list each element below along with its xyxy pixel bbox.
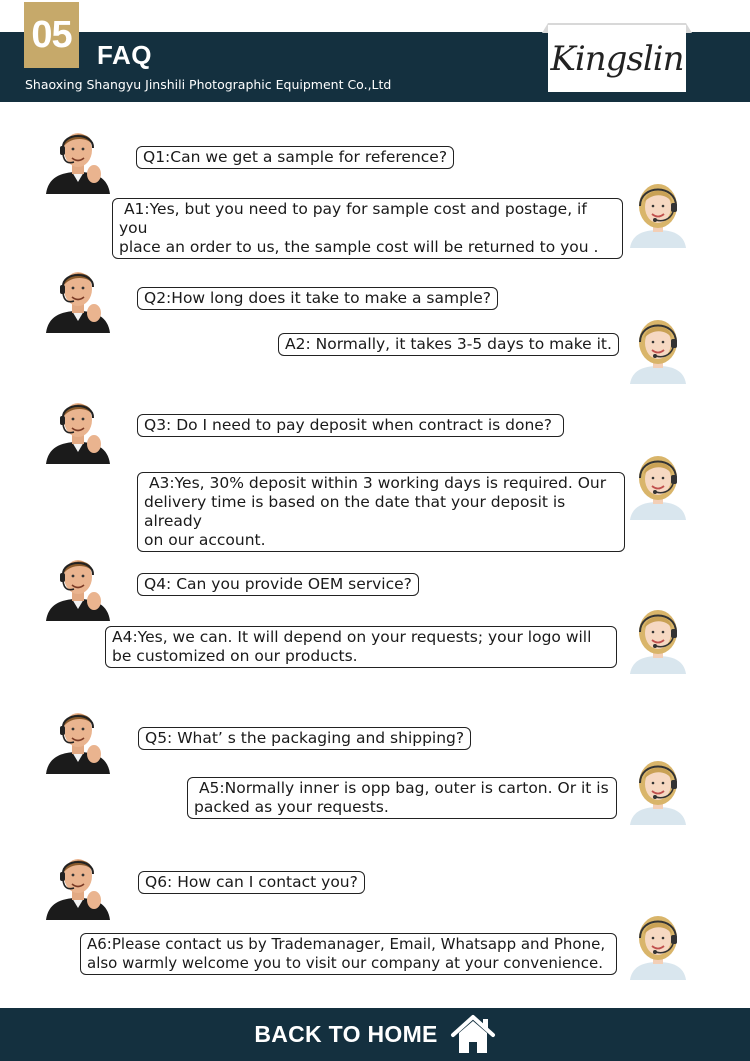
faq-answer-2: A2: Normally, it takes 3-5 days to make it. <box>278 333 619 356</box>
brand-logo[interactable] <box>548 25 686 92</box>
customer-avatar <box>42 122 114 194</box>
customer-avatar <box>42 848 114 920</box>
support-agent-avatar <box>622 602 694 674</box>
faq-question-1: Q1:Can we get a sample for reference? <box>136 146 454 169</box>
customer-avatar <box>42 549 114 621</box>
support-agent-avatar <box>622 312 694 384</box>
back-to-home-label: BACK TO HOME <box>254 1021 438 1047</box>
faq-question-3: Q3: Do I need to pay deposit when contract is done? <box>137 414 564 437</box>
faq-answer-5: A5:Normally inner is opp bag, outer is carton. Or it is packed as your requests. <box>187 777 617 819</box>
customer-avatar <box>42 392 114 464</box>
customer-avatar <box>42 261 114 333</box>
back-to-home-button[interactable] <box>254 1014 495 1056</box>
company-name: Shaoxing Shangyu Jinshili Photographic Equipment Co.,Ltd <box>25 77 392 92</box>
customer-avatar <box>42 702 114 774</box>
home-icon <box>450 1014 496 1056</box>
support-agent-avatar <box>622 908 694 980</box>
support-agent-avatar <box>622 448 694 520</box>
footer-bar <box>0 1008 750 1061</box>
faq-answer-1: A1:Yes, but you need to pay for sample cost and postage, if you place an order to us, the sample cost will be returned to you . <box>112 198 623 259</box>
faq-question-4: Q4: Can you provide OEM service? <box>137 573 419 596</box>
support-agent-avatar <box>622 176 694 248</box>
support-agent-avatar <box>622 753 694 825</box>
faq-question-6: Q6: How can I contact you? <box>138 871 365 894</box>
brand-logo-text: Kingslin <box>550 38 684 79</box>
faq-answer-4: A4:Yes, we can. It will depend on your requests; your logo will be customized on our products. <box>105 626 617 668</box>
faq-question-2: Q2:How long does it take to make a sample? <box>137 287 498 310</box>
faq-question-5: Q5: What’ s the packaging and shipping? <box>138 727 471 750</box>
page-title: FAQ <box>97 40 152 70</box>
faq-answer-6: A6:Please contact us by Trademanager, Email, Whatsapp and Phone, also warmly welcome you to visit our company at your convenience. <box>80 933 617 975</box>
section-number-badge: 05 <box>24 2 79 68</box>
faq-answer-3: A3:Yes, 30% deposit within 3 working days is required. Our delivery time is based on the date that your deposit is already on our account. <box>137 472 625 552</box>
